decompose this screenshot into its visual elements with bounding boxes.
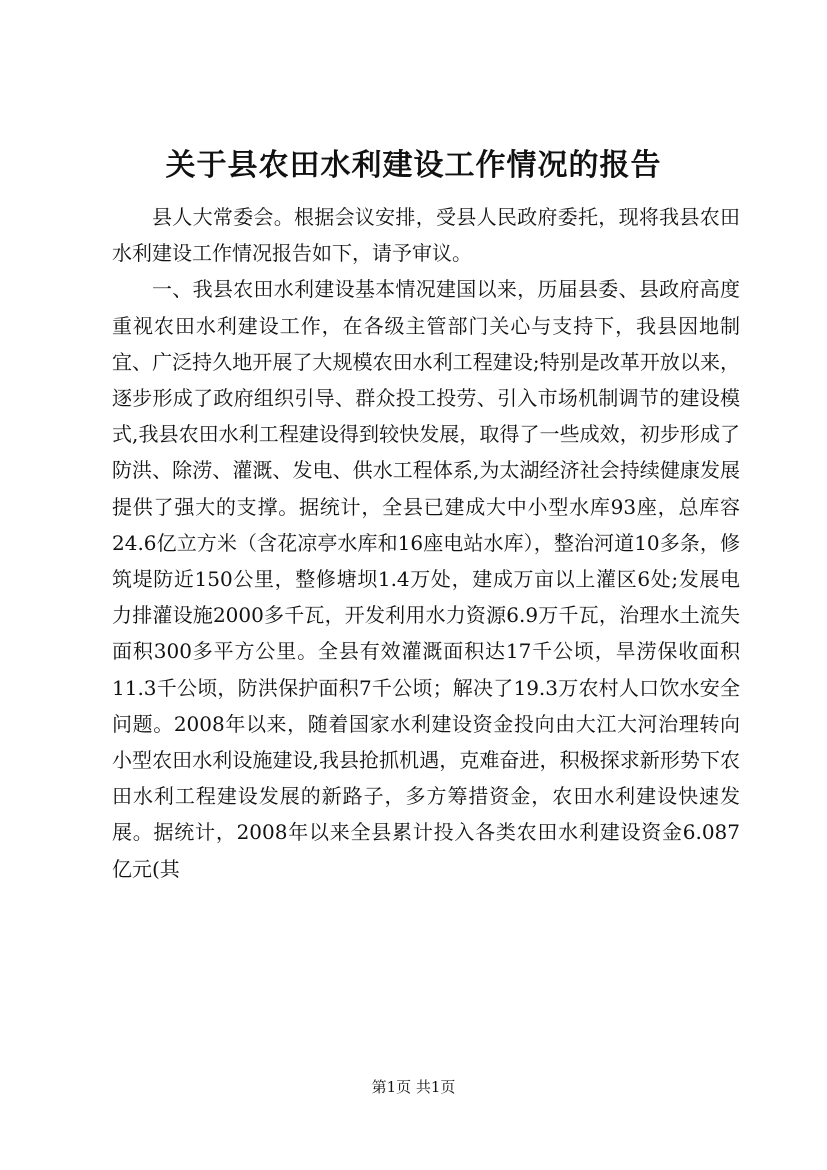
paragraph-intro: 县人大常委会。根据会议安排，受县人民政府委托，现将我县农田水利建设工作情况报告如下，请予审议。 <box>112 205 740 266</box>
page-footer: 第1页 共1页 <box>371 1078 456 1096</box>
paragraph-section-one: 一、我县农田水利建设基本情况建国以来，历届县委、县政府高度重视农田水利建设工作，在各级主管部门关心与支持下，我县因地制宜、广泛持久地开展了大规模农田水利工程建设;特别是改革开放以来，逐步形成了政府组织引导、群众投工投劳、引入市场机制调节的建设模式,我县农田水利工程建设得到较快发展，取得了一些成效，初步形成了防洪、除涝、灌溉、发电、供水工程体系,为太湖经济社会持续健康发展提供了强大的支撑。据统计，全县已建成大中小型水库93座，总库容24.6亿立方米（含花凉亭水库和16座电站水库），整治河道10多条，修筑堤防近150公里，整修塘坝1.4万处，建成万亩以上灌区6处;发展电力排灌设施2000多千瓦，开发利用水力资源6.9万千瓦，治理水土流失面积300多平方公里。全县有效灌溉面积达17千公顷，旱涝保收面积11.3千公顷，防洪保护面积7千公顷；解决了19.3万农村人口饮水安全问题。2008年以来，随着国家水利建设资金投向由大江大河治理转向小型农田水利设施建设,我县抢抓机遇，克难奋进，积极探求新形势下农田水利工程建设发展的新路子，多方筹措资金，农田水利建设快速发展。据统计，2008年以来全县累计投入各类农田水利建设资金6.087亿元(其 <box>112 277 740 881</box>
document-body <box>112 199 740 887</box>
document-title: 关于县农田水利建设工作情况的报告 <box>165 148 662 183</box>
